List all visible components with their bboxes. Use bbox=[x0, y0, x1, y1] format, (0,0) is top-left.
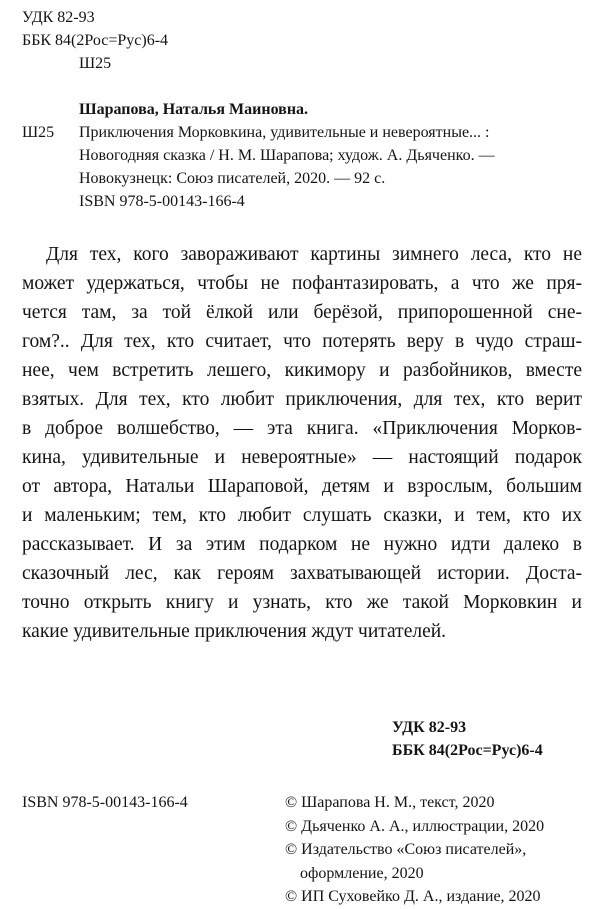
bibliographic-entry bbox=[22, 98, 592, 213]
author-mark: Ш25 bbox=[79, 55, 112, 72]
annotation-line: кина, удивительные и невероятные» — настоящий подарок bbox=[22, 447, 582, 468]
entry-isbn: ISBN 978-5-00143-166-4 bbox=[79, 193, 245, 210]
annotation-line: точно открыть книгу и узнать, кто же такой Морковкин и bbox=[22, 592, 582, 613]
copyright-block bbox=[285, 791, 544, 909]
copyright-line: © Шарапова Н. М., текст, 2020 bbox=[285, 794, 495, 811]
udk-code: УДК 82-93 bbox=[22, 9, 95, 26]
catalog-codes-top bbox=[22, 6, 168, 75]
entry-line: Приключения Морковкина, удивительные и невероятные... : bbox=[79, 124, 490, 141]
isbn: ISBN 978-5-00143-166-4 bbox=[22, 794, 188, 811]
annotation-line: взятых. Для тех, кто любит приключения, для тех, кто верит bbox=[22, 389, 582, 410]
bbk-code: ББК 84(2Рос=Рус)6-4 bbox=[22, 32, 169, 49]
copyright-line: © Дьяченко А. А., иллюстрации, 2020 bbox=[285, 817, 545, 835]
annotation-line: рассказывает. И за этим подарком не нужно идти далеко в bbox=[22, 534, 582, 555]
annotation-line: Для тех, кого завораживают картины зимнего леса, кто не bbox=[46, 244, 582, 265]
entry-code: Ш25 bbox=[22, 124, 55, 141]
copyright-line: © Издательство «Союз писателей», bbox=[285, 841, 527, 858]
annotation-line: нее, чем встретить лешего, кикимору и разбойников, вместе bbox=[22, 360, 582, 381]
annotation-line: и маленьким; тем, кто любит слушать сказки, и тем, кто их bbox=[22, 505, 582, 526]
annotation-line: гом?.. Для тех, кто считает, что потерять веру в чудо страш- bbox=[22, 331, 582, 352]
copyright-line: © ИП Суховейко Д. А., издание, 2020 bbox=[285, 888, 541, 905]
annotation-paragraph bbox=[22, 240, 582, 646]
annotation-line: какие удивительные приключения ждут читателей. bbox=[22, 621, 447, 642]
annotation-line: сказочный лес, как героям захватывающей истории. Доста- bbox=[22, 563, 582, 584]
udk-code: УДК 82-93 bbox=[392, 719, 467, 736]
annotation-line: в доброе волшебство, — эта книга. «Приключения Морков- bbox=[22, 418, 582, 439]
entry-line: Новокузнецк: Союз писателей, 2020. — 92 с. bbox=[79, 170, 386, 187]
entry-line: Новогодняя сказка / Н. М. Шарапова; худож. А. Дьяченко. — bbox=[79, 147, 495, 164]
copyright-line: оформление, 2020 bbox=[300, 864, 424, 882]
annotation-line: от автора, Натальи Шараповой, детям и взрослым, большим bbox=[22, 476, 582, 497]
annotation-line: чется там, за той ёлкой или берёзой, припорошенной сне- bbox=[22, 302, 582, 323]
entry-author: Шарапова, Наталья Маиновна. bbox=[79, 101, 309, 118]
catalog-codes-bottom bbox=[392, 716, 543, 762]
bbk-code: ББК 84(2Рос=Рус)6-4 bbox=[392, 742, 543, 759]
annotation-line: может удержаться, чтобы не пофантазировать, а что же пря- bbox=[22, 273, 582, 294]
